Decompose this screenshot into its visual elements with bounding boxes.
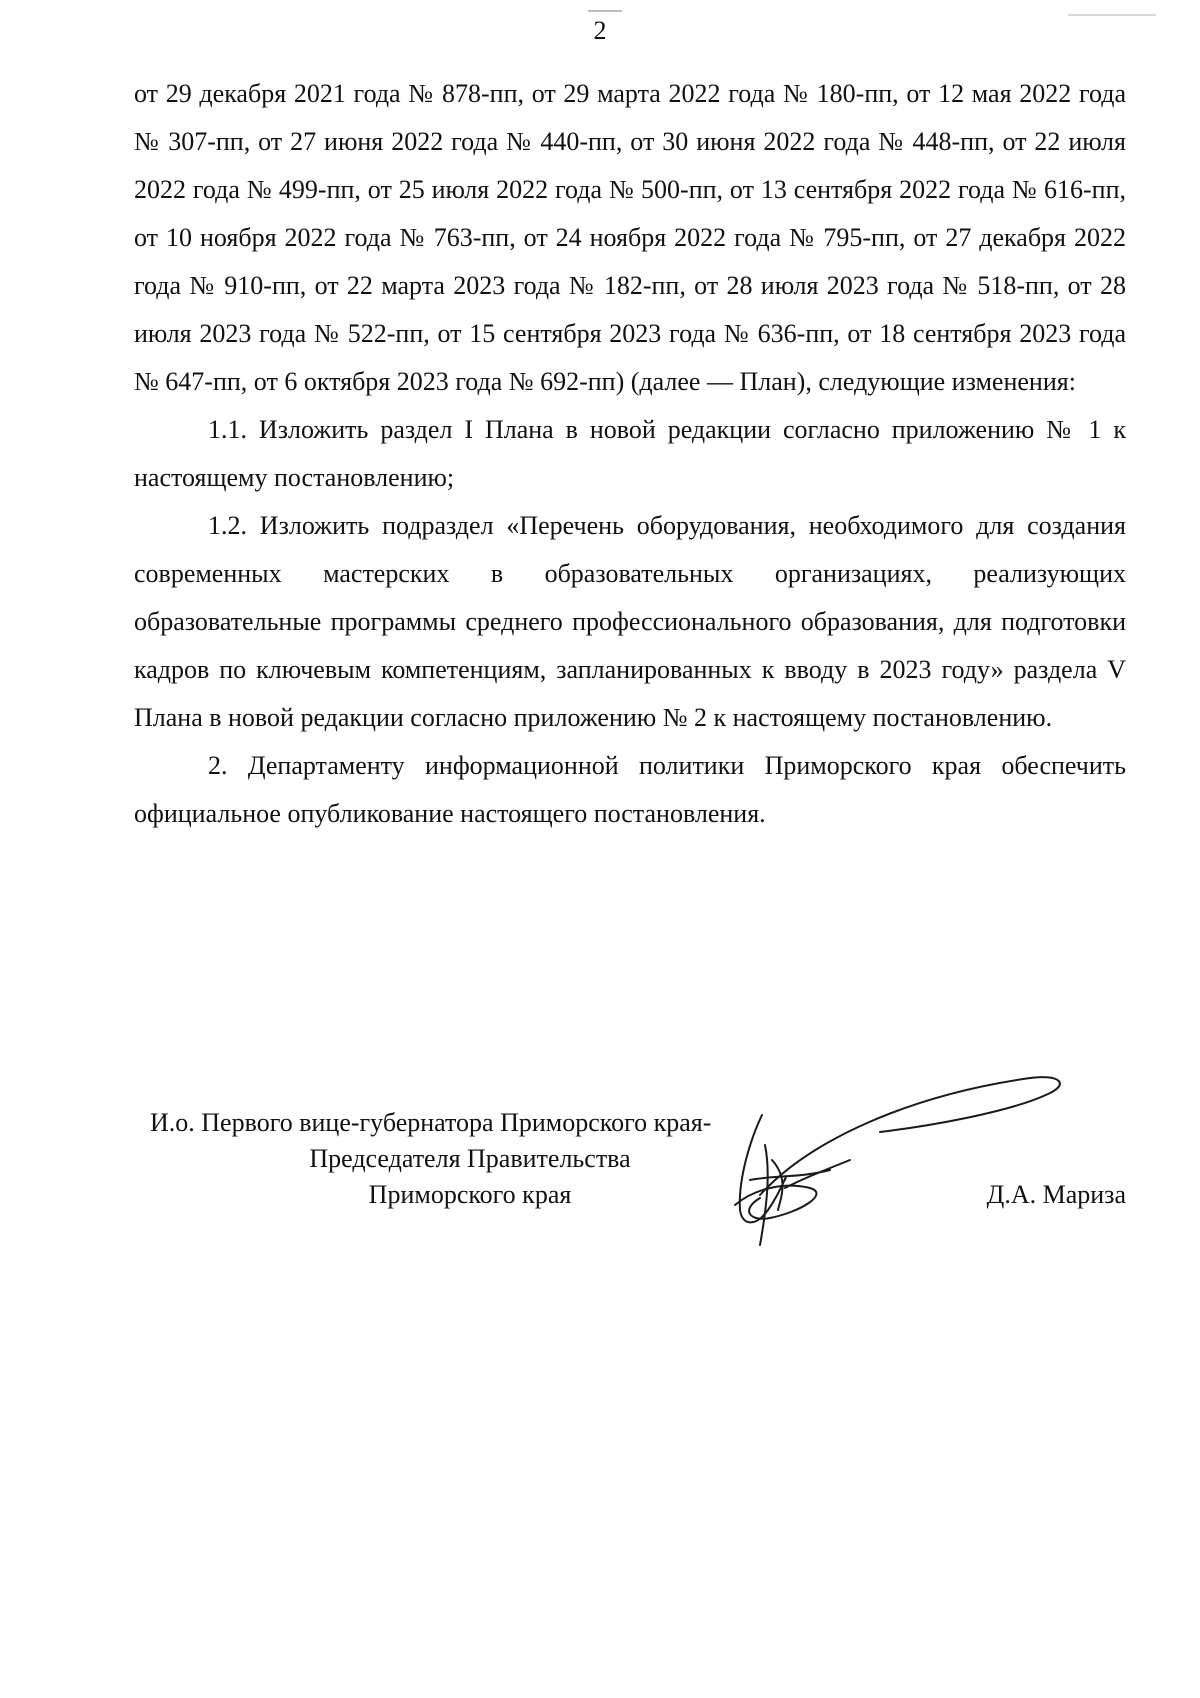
paragraph-item-2: 2. Департаменту информационной политики Приморского края обеспечить официальное опубликование настоящего постановления.: [134, 751, 1126, 828]
signatory-name: Д.А. Мариза: [986, 1180, 1126, 1209]
paragraph-amendments-list: от 29 декабря 2021 года № 878-пп, от 29 марта 2022 года № 180-пп, от 12 мая 2022 года № 307-пп, от 27 июня 2022 года № 440-пп, от 30 июня 2022 года № 448-пп, от 22 июля 2022 года № 499-пп, от 25 июля 2022 года № 500-пп, от 13 сентября 2022 года № 616-пп, от 10 ноября 2022 года № 763-пп, от 24 ноября 2022 года № 795-пп, от 27 декабря 2022 года № 910-пп, от 22 марта 2023 года № 182-пп, от 28 июля 2023 года № 518-пп, от 28 июля 2023 года № 522-пп, от 15 сентября 2023 года № 636-пп, от 18 сентября 2023 года № 647-пп, от 6 октября 2023 года № 692-пп) (далее — План), следующие изменения:: [134, 79, 1126, 396]
paragraph-item-1-2: 1.2. Изложить подраздел «Перечень оборудования, необходимого для создания современных мастерских в образовательных организациях, реализующих образовательные программы среднего профессионального образования, для подготовки кадров по ключевым компетенциям, запланированных к вводу в 2023 году» раздела V Плана в новой редакции согласно приложению № 2 к настоящему постановлению.: [134, 511, 1126, 732]
signatory-position-line: Приморского края: [368, 1180, 572, 1209]
scan-artifact: [588, 10, 622, 12]
document-body: [134, 70, 1126, 838]
signatory-position-line: Председателя Правительства: [309, 1144, 631, 1173]
signatory-position-line: И.о. Первого вице-губернатора Приморского края-: [150, 1108, 712, 1137]
handwritten-signature: [730, 1060, 1070, 1250]
paragraph-item-1-1: 1.1. Изложить раздел I Плана в новой редакции согласно приложению № 1 к настоящему постановлению;: [134, 415, 1126, 492]
page-number: 2: [593, 16, 607, 45]
scan-artifact: [1068, 14, 1156, 16]
signatory-position: [150, 1105, 790, 1213]
